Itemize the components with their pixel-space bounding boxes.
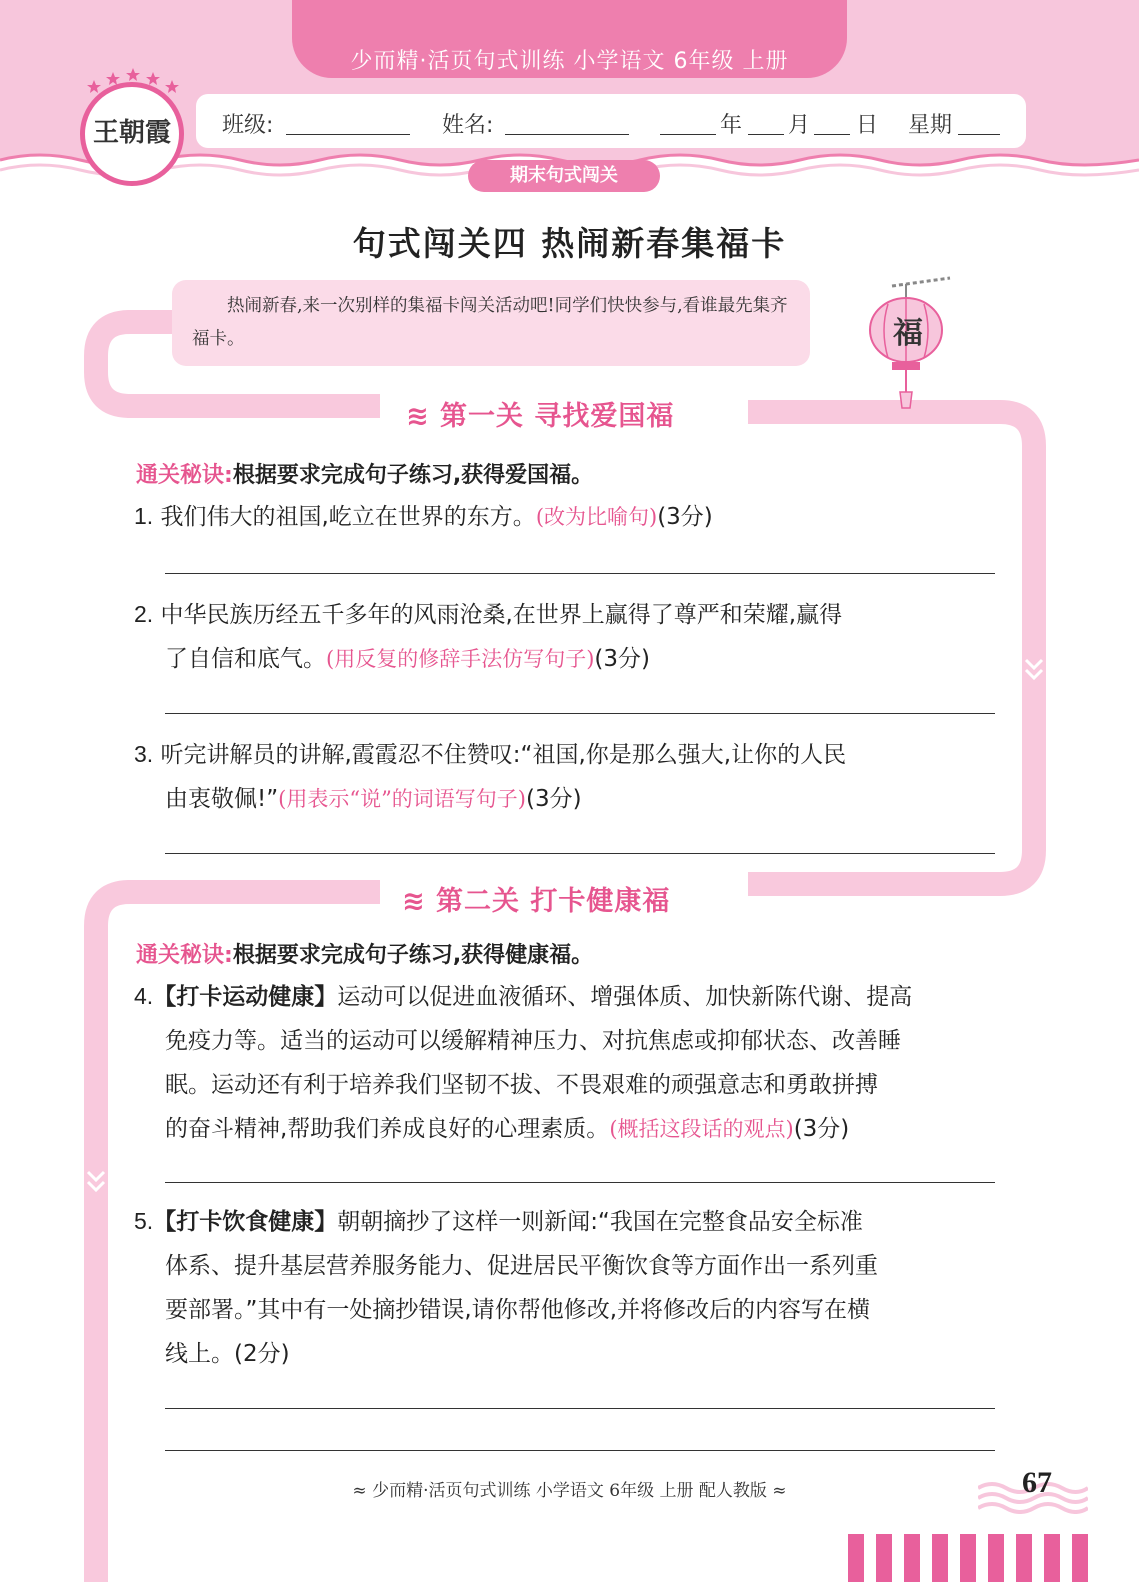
q4-score: (3分) — [793, 1116, 850, 1142]
footer-stripe — [848, 1534, 864, 1582]
q5-line4: 线上。(2分) — [165, 1341, 290, 1367]
class-label: 班级: — [222, 113, 274, 138]
q2-line2: 了自信和底气。 — [165, 646, 326, 672]
q4-tag: 【打卡运动健康】 — [153, 984, 338, 1010]
footer-stripe — [1072, 1534, 1088, 1582]
stage2-tip-text: 根据要求完成句子练习,获得健康福。 — [232, 943, 594, 968]
q5-line1: 朝朝摘抄了这样一则新闻:“我国在完整食品安全标准 — [337, 1209, 863, 1235]
stage2-tip-label: 通关秘诀: — [136, 943, 233, 968]
question-2 — [134, 592, 1014, 681]
section-tag: 期末句式闯关 — [468, 160, 660, 192]
footer-stripe — [988, 1534, 1004, 1582]
year-label: 年 — [720, 113, 743, 138]
q5-number: 5. — [134, 1208, 154, 1234]
q5-line3: 要部署。”其中有一处摘抄错误,请你帮他修改,并将修改后的内容写在横 — [165, 1297, 871, 1323]
q4-answer-line[interactable] — [165, 1182, 995, 1183]
q2-requirement: (用反复的修辞手法仿写句子) — [326, 647, 595, 671]
q1-score: (3分) — [657, 504, 713, 530]
q4-number: 4. — [134, 983, 154, 1009]
q4-line1: 运动可以促进血液循环、增强体质、加快新陈代谢、提高 — [337, 984, 913, 1010]
stage2-title: ≋ 第二关 打卡健康福 — [402, 886, 671, 917]
q3-requirement: (用表示“说”的词语写句子) — [278, 787, 526, 811]
stage2-tip — [136, 938, 593, 969]
q1-text: 我们伟大的祖国,屹立在世界的东方。 — [160, 504, 536, 530]
page-title: 句式闯关四 热闹新春集福卡 — [352, 224, 787, 263]
question-4 — [134, 974, 1014, 1151]
page-number: 67 — [1022, 1466, 1052, 1499]
logo-text: 王朝霞 — [92, 118, 171, 148]
footer-stripe — [960, 1534, 976, 1582]
stage1-tip — [136, 458, 593, 489]
q4-line4: 的奋斗精神,帮助我们养成良好的心理素质。 — [165, 1116, 610, 1142]
q2-answer-line[interactable] — [165, 713, 995, 714]
series-title: 少而精·活页句式训练 小学语文 6年级 上册 — [350, 49, 789, 74]
question-3 — [134, 732, 1014, 821]
week-label: 星期 — [908, 113, 953, 138]
name-label: 姓名: — [442, 113, 494, 138]
q3-score: (3分) — [526, 786, 582, 812]
q2-number: 2. — [134, 601, 154, 627]
footer-stripe — [904, 1534, 920, 1582]
footer-stripe — [876, 1534, 892, 1582]
footer-text: ≈ 少而精·活页句式训练 小学语文 6年级 上册 配人教版 ≈ — [352, 1481, 787, 1501]
q1-requirement: (改为比喻句) — [535, 505, 658, 529]
q5-tag: 【打卡饮食健康】 — [153, 1209, 338, 1235]
q5-answer-line-2[interactable] — [165, 1450, 995, 1451]
stage1-tip-label: 通关秘诀: — [136, 463, 233, 488]
q3-number: 3. — [134, 741, 154, 767]
question-1 — [134, 494, 1004, 539]
q4-line2: 免疫力等。适当的运动可以缓解精神压力、对抗焦虑或抑郁状态、改善睡 — [165, 1028, 901, 1054]
q3-answer-line[interactable] — [165, 853, 995, 854]
q1-number: 1. — [134, 503, 154, 529]
q3-line2: 由衷敬佩!” — [165, 786, 279, 812]
month-label: 月 — [788, 113, 811, 138]
question-5 — [134, 1199, 1014, 1376]
q5-line2: 体系、提升基层营养服务能力、促进居民平衡饮食等方面作出一系列重 — [165, 1253, 878, 1279]
lantern-character: 福 — [893, 316, 923, 351]
q1-answer-line[interactable] — [165, 573, 995, 574]
footer-stripe — [1044, 1534, 1060, 1582]
q4-requirement: (概括这段话的观点) — [609, 1117, 794, 1141]
footer-stripe — [932, 1534, 948, 1582]
footer-stripe — [1016, 1534, 1032, 1582]
q2-score: (3分) — [594, 646, 650, 672]
stage1-title: ≋ 第一关 寻找爱国福 — [406, 401, 675, 432]
q5-answer-line-1[interactable] — [165, 1408, 995, 1409]
intro-text: 热闹新春,来一次别样的集福卡闯关活动吧!同学们快快参与,看谁最先集齐福卡。 — [192, 296, 788, 349]
q2-line1: 中华民族历经五千多年的风雨沧桑,在世界上赢得了尊严和荣耀,赢得 — [160, 602, 843, 628]
stage1-tip-text: 根据要求完成句子练习,获得爱国福。 — [232, 463, 594, 488]
day-label: 日 — [856, 113, 879, 138]
q3-line1: 听完讲解员的讲解,霞霞忍不住赞叹:“祖国,你是那么强大,让你的人民 — [160, 742, 847, 768]
q4-line3: 眠。运动还有利于培养我们坚韧不拔、不畏艰难的顽强意志和勇敢拼搏 — [165, 1072, 878, 1098]
